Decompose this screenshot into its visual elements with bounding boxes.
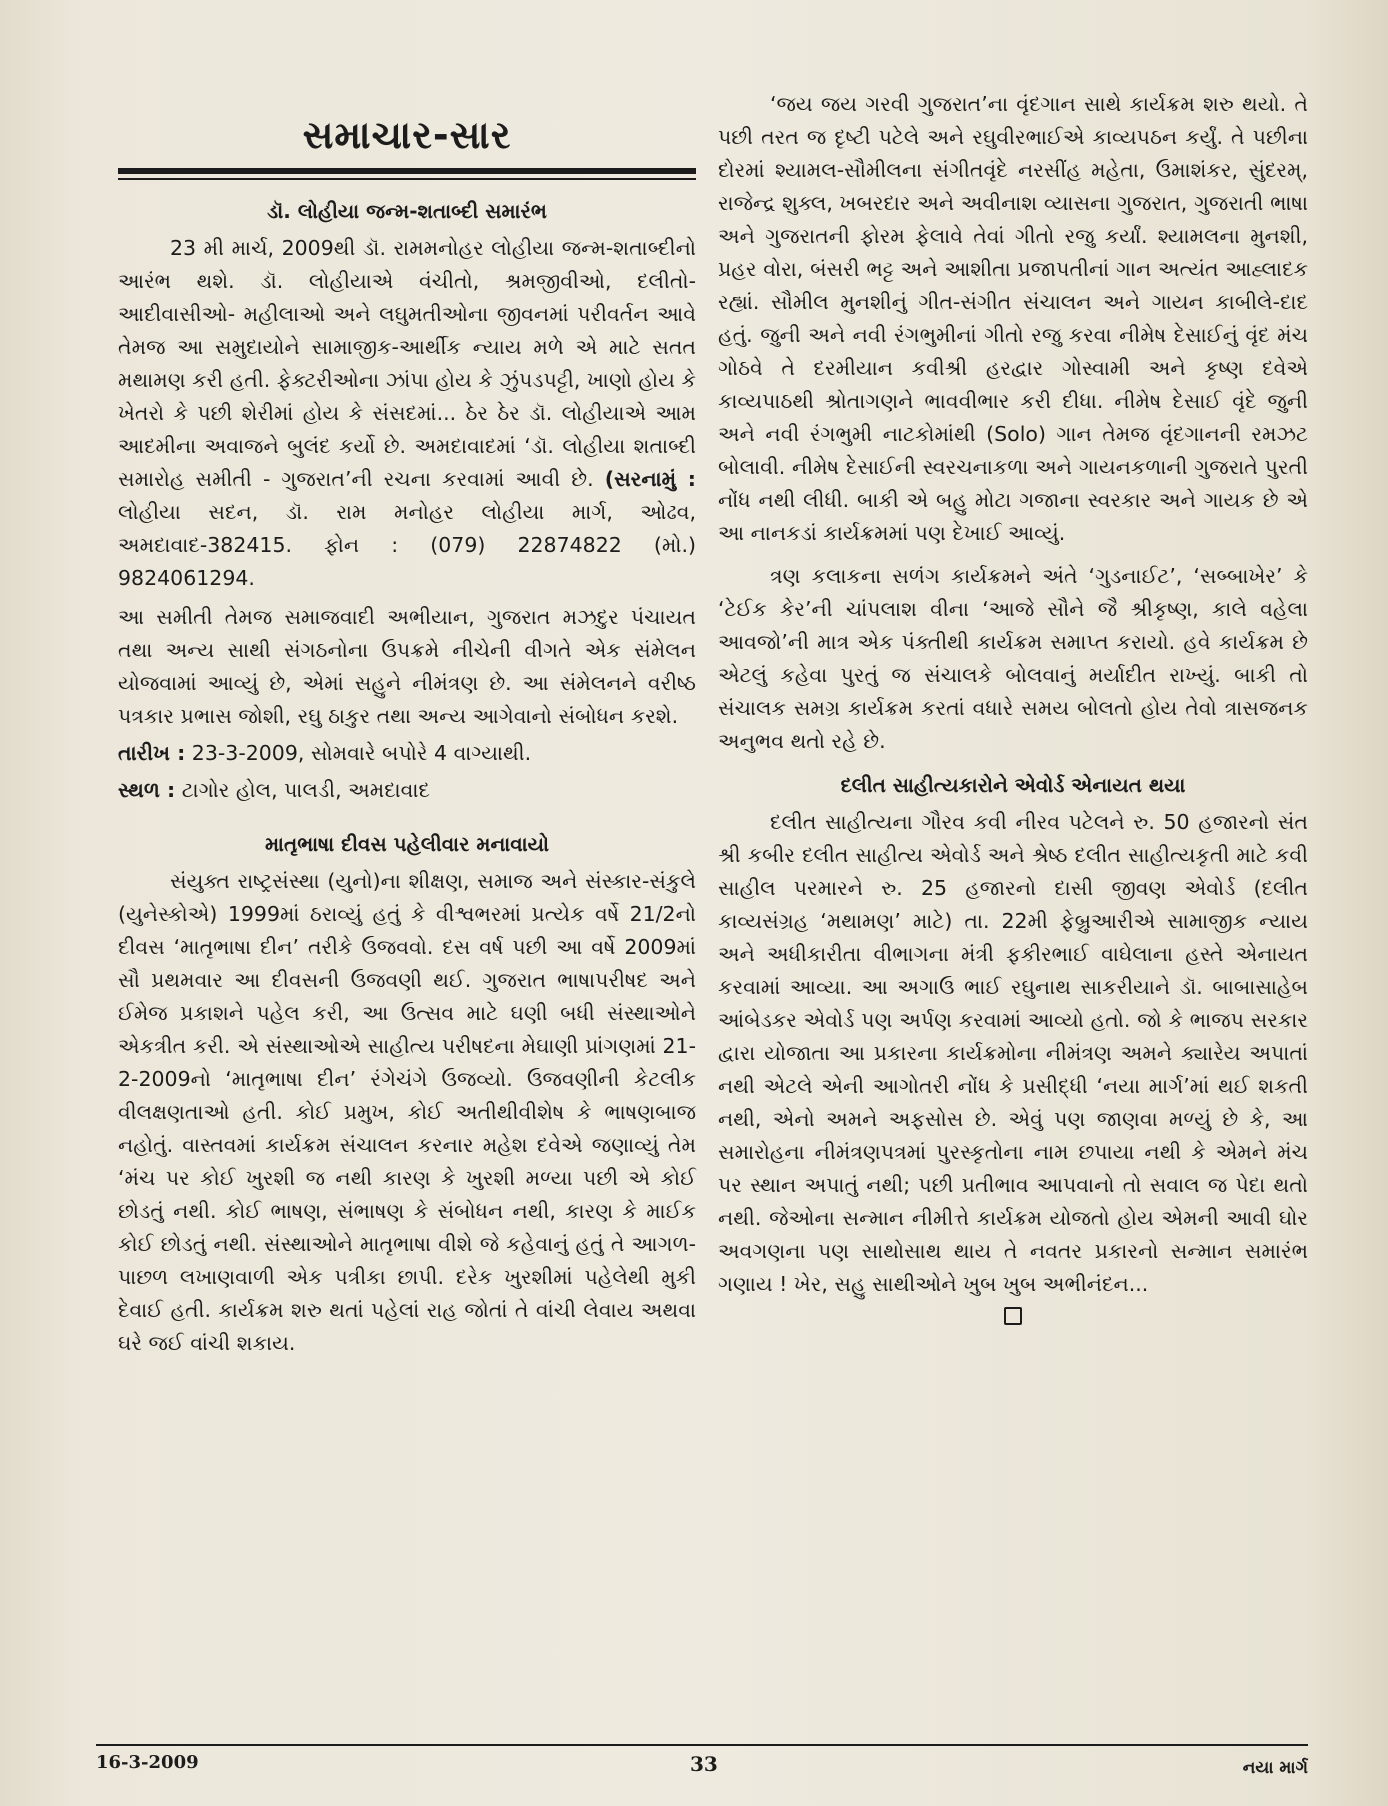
article-body-matrubhasha-cont: ‘જય જય ગરવી ગુજરાત’ના વૃંદગાન સાથે કાર્યક્રમ શરુ થયો. તે પછી તરત જ દૃષ્ટી પટેલે અને રઘુવીરભાઈએ કાવ્યપઠન કર્યું. તે પછીના દોરમાં શ્યામલ-સૌમીલના સંગીતવૃંદે નરસીંહ મહેતા, ઉમાશંકર, સુંદરમ્, રાજેન્દ્ર શુક્લ, ખબરદાર અને અવીનાશ વ્યાસના ગુજરાત, ગુજરાતી ભાષા અને ગુજરાતની ફોરમ ફેલાવે તેવાં ગીતો રજુ કર્યાં. શ્યામલના મુનશી, પ્રહર વોરા, બંસરી ભટ્ટ અને આશીતા પ્રજાપતીનાં ગાન અત્યંત આહ્લાદક રહ્યાં. સૌમીલ મુનશીનું ગીત-સંગીત સંચાલન અને ગાયન કાબીલે-દાદ હતું. જુની અને નવી રંગભુમીનાં ગીતો રજુ કરવા નીમેષ દેસાઈનું વૃંદ મંચ ગોઠવે તે દરમીયાન કવીશ્રી હરદ્વાર ગોસ્વામી અને કૃષ્ણ દવેએ કાવ્યપાઠથી શ્રોતાગણને ભાવવીભાર કરી દીધા. નીમેષ દેસાઈ વૃંદે જુની અને નવી રંગભુમી નાટકોમાંથી (Solo) ગાન તેમજ વૃંદગાનની રમઝટ બોલાવી. નીમેષ દેસાઈની સ્વરચનાકળા અને ગાયનકળાની ગુજરાતે પુરતી નોંધ નથી લીધી. બાકી એ બહુ મોટા ગજાના સ્વરકાર અને ગાયક છે એ આ નાનકડાં કાર્યક્રમમાં પણ દેખાઈ આવ્યું. bbox=[718, 92, 1308, 545]
address-text: લોહીયા સદન, ડૉ. રામ મનોહર લોહીયા માર્ગ, ઓઢવ, અમદાવાદ-382415. ફોન : (079) 22874822 (મો.) 9824061294. bbox=[118, 500, 696, 590]
place-label: સ્થળ : bbox=[118, 778, 176, 802]
event-date bbox=[118, 737, 696, 770]
article-heading-dalit-awards: દલીત સાહીત્યકારોને એવોર્ડ એનાયત થયા bbox=[840, 773, 1186, 797]
event-place bbox=[118, 774, 696, 807]
place-value: ટાગોર હોલ, પાલડી, અમદાવાદ bbox=[181, 778, 430, 802]
title-rule-thick bbox=[118, 168, 696, 174]
right-column bbox=[718, 88, 1308, 1329]
article-heading-matrubhasha: માતૃભાષા દીવસ પહેલીવાર મનાવાયો bbox=[264, 832, 550, 856]
article-body-dalit-awards: દલીત સાહીત્યના ગૌરવ કવી નીરવ પટેલને રુ. 50 હજારનો સંત શ્રી કબીર દલીત સાહીત્ય એવોર્ડ અને શ્રેષ્ઠ દલીત સાહીત્યકૃતી માટે કવી સાહીલ પરમારને રુ. 25 હજારનો દાસી જીવણ એવોર્ડ (દલીત કાવ્યસંગ્રહ ‘મથામણ’ માટે) તા. 22મી ફેબ્રુઆરીએ સામાજીક ન્યાય અને અધીકારીતા વીભાગના મંત્રી ફકીરભાઈ વાઘેલાના હસ્તે એનાયત કરવામાં આવ્યા. આ અગાઉ ભાઈ રઘુનાથ સાકરીયાને ડૉ. બાબાસાહેબ આંબેડકર એવોર્ડ પણ અર્પણ કરવામાં આવ્યો હતો. જો કે ભાજપ સરકાર દ્વારા યોજાતા આ પ્રકારના કાર્યક્રમોના નીમંત્રણ અમને ક્યારેય અપાતાં નથી એટલે એની આગોતરી નોંધ કે પ્રસીદ્ધી ‘નયા માર્ગ’માં થઈ શકતી નથી, એનો અમને અફસોસ છે. એવું પણ જાણવા મળ્યું છે કે, આ સમારોહના નીમંત્રણપત્રમાં પુરસ્કૃતોના નામ છપાયા નથી કે એમને મંચ પર સ્થાન અપાતું નથી; પછી પ્રતીભાવ આપવાનો તો સવાલ જ પેદા થતો નથી. જેઓના સન્માન નીમીત્તે કાર્યક્રમ યોજતો હોય એમની આવી ઘોર અવગણના પણ સાથોસાથ થાય તે નવતર પ્રકારનો સન્માન સમારંભ ગણાય ! ખેર, સહુ સાથીઓને ખુબ ખુબ અભીનંદન... bbox=[718, 810, 1308, 1296]
date-value: 23-3-2009, સોમવારે બપોરે 4 વાગ્યાથી. bbox=[191, 741, 532, 765]
lohia-text: 23 મી માર્ચ, 2009થી ડૉ. રામમનોહર લોહીયા જન્મ-શતાબ્દીનો આરંભ થશે. ડૉ. લોહીયાએ વંચીતો, શ્રમજીવીઓ, દલીતો-આદીવાસીઓ- મહીલાઓ અને લઘુમતીઓના જીવનમાં પરીવર્તન આવે તેમજ આ સમુદાયોને સામાજીક-આર્થીક ન્યાય મળે એ માટે સતત મથામણ કરી હતી. ફેક્ટરીઓના ઝાંપા હોય કે ઝુંપડપટ્ટી, ખાણો હોય કે ખેતરો કે પછી શેરીમાં હોય કે સંસદમાં... ઠેર ઠેર ડૉ. લોહીયાએ આમ આદમીના અવાજને બુલંદ કર્યો છે. અમદાવાદમાં ‘ડૉ. લોહીયા શતાબ્દી સમારોહ સમીતી - ગુજરાત’ની રચના કરવામાં આવી છે. bbox=[118, 236, 696, 491]
article-heading-lohia: ડૉ. લોહીયા જન્મ-શતાબ્દી સમારંભ bbox=[267, 199, 547, 223]
magazine-name: નયા માર્ગ bbox=[1242, 1758, 1308, 1778]
left-column bbox=[118, 112, 696, 1360]
article-body-lohia bbox=[118, 232, 696, 595]
article-body-matrubhasha-end: ત્રણ કલાકના સળંગ કાર્યક્રમને અંતે ‘ગુડનાઈટ’, ‘સબ્બાખેર’ કે ‘ટેઈક કેર’ની ચાંપલાશ વીના ‘આજે સૌને જૈ શ્રીકૃષ્ણ, કાલે વહેલા આવજો’ની માત્ર એક પંક્તીથી કાર્યક્રમ સમાપ્ત કરાયો. હવે કાર્યક્રમ છે એટલું કહેવા પુરતું જ સંચાલકે બોલવાનું મર્યાદીત રાખ્યું. બાકી તો સંચાલક સમગ્ર કાર્યક્રમ કરતાં વધારે સમય બોલતો હોય તેવો ત્રાસજનક અનુભવ થતો રહે છે. bbox=[718, 564, 1308, 753]
date-label: તારીખ : bbox=[118, 741, 186, 765]
title-rule-thin bbox=[118, 178, 696, 180]
address-label: (સરનામું : bbox=[604, 467, 696, 491]
end-mark-icon bbox=[718, 1307, 1308, 1329]
article-body-matrubhasha: સંયુક્ત રાષ્ટ્રસંસ્થા (યુનો)ના શીક્ષણ, સમાજ અને સંસ્કાર-સંકુલે (યુનેસ્કોએ) 1999માં ઠરાવ્યું હતું કે વીશ્વભરમાં પ્રત્યેક વર્ષે 21/2નો દીવસ ‘માતૃભાષા દીન’ તરીકે ઉજવવો. દસ વર્ષ પછી આ વર્ષે 2009માં સૌ પ્રથમવાર આ દીવસની ઉજવણી થઈ. ગુજરાત ભાષાપરીષદ અને ઈમેજ પ્રકાશને પહેલ કરી, આ ઉત્સવ માટે ઘણી બધી સંસ્થાઓને એકત્રીત કરી. એ સંસ્થાઓએ સાહીત્ય પરીષદના મેઘાણી પ્રાંગણમાં 21-2-2009નો ‘માતૃભાષા દીન’ રંગેચંગે ઉજવ્યો. ઉજવણીની કેટલીક વીલક્ષણતાઓ હતી. કોઈ પ્રમુખ, કોઈ અતીથીવીશેષ કે ભાષણબાજ નહોતું. વાસ્તવમાં કાર્યક્રમ સંચાલન કરનાર મહેશ દવેએ જણાવ્યું તેમ ‘મંચ પર કોઈ ખુરશી જ નથી કારણ કે ખુરશી મળ્યા પછી એ કોઈ છોડતું નથી. કોઈ ભાષણ, સંભાષણ કે સંબોધન નથી, કારણ કે માઈક કોઈ છોડતું નથી. સંસ્થાઓને માતૃભાષા વીશે જે કહેવાનું હતું તે આગળ-પાછળ લખાણવાળી એક પત્રીકા છાપી. દરેક ખુરશીમાં પહેલેથી મુકી દેવાઈ હતી. કાર્યક્રમ શરુ થતાં પહેલાં રાહ જોતાં તે વાંચી લેવાય અથવા ઘરે જઈ વાંચી શકાય. bbox=[118, 869, 696, 1355]
page-number: 33 bbox=[690, 1752, 718, 1776]
section-title: સમાચાર-સાર bbox=[302, 113, 512, 157]
footer-date: 16-3-2009 bbox=[96, 1752, 199, 1773]
square-icon bbox=[1004, 1307, 1022, 1325]
footer-rule bbox=[96, 1744, 1308, 1746]
article-body-lohia-2: આ સમીતી તેમજ સમાજવાદી અભીયાન, ગુજરાત મઝદુર પંચાયત તથા અન્ય સાથી સંગઠનોના ઉપક્રમે નીચેની વીગતે એક સંમેલન યોજવામાં આવ્યું છે, એમાં સહુને નીમંત્રણ છે. આ સંમેલનને વરીષ્ઠ પત્રકાર પ્રભાસ જોશી, રઘુ ઠાકુર તથા અન્ય આગેવાનો સંબોધન કરશે. bbox=[118, 605, 696, 728]
